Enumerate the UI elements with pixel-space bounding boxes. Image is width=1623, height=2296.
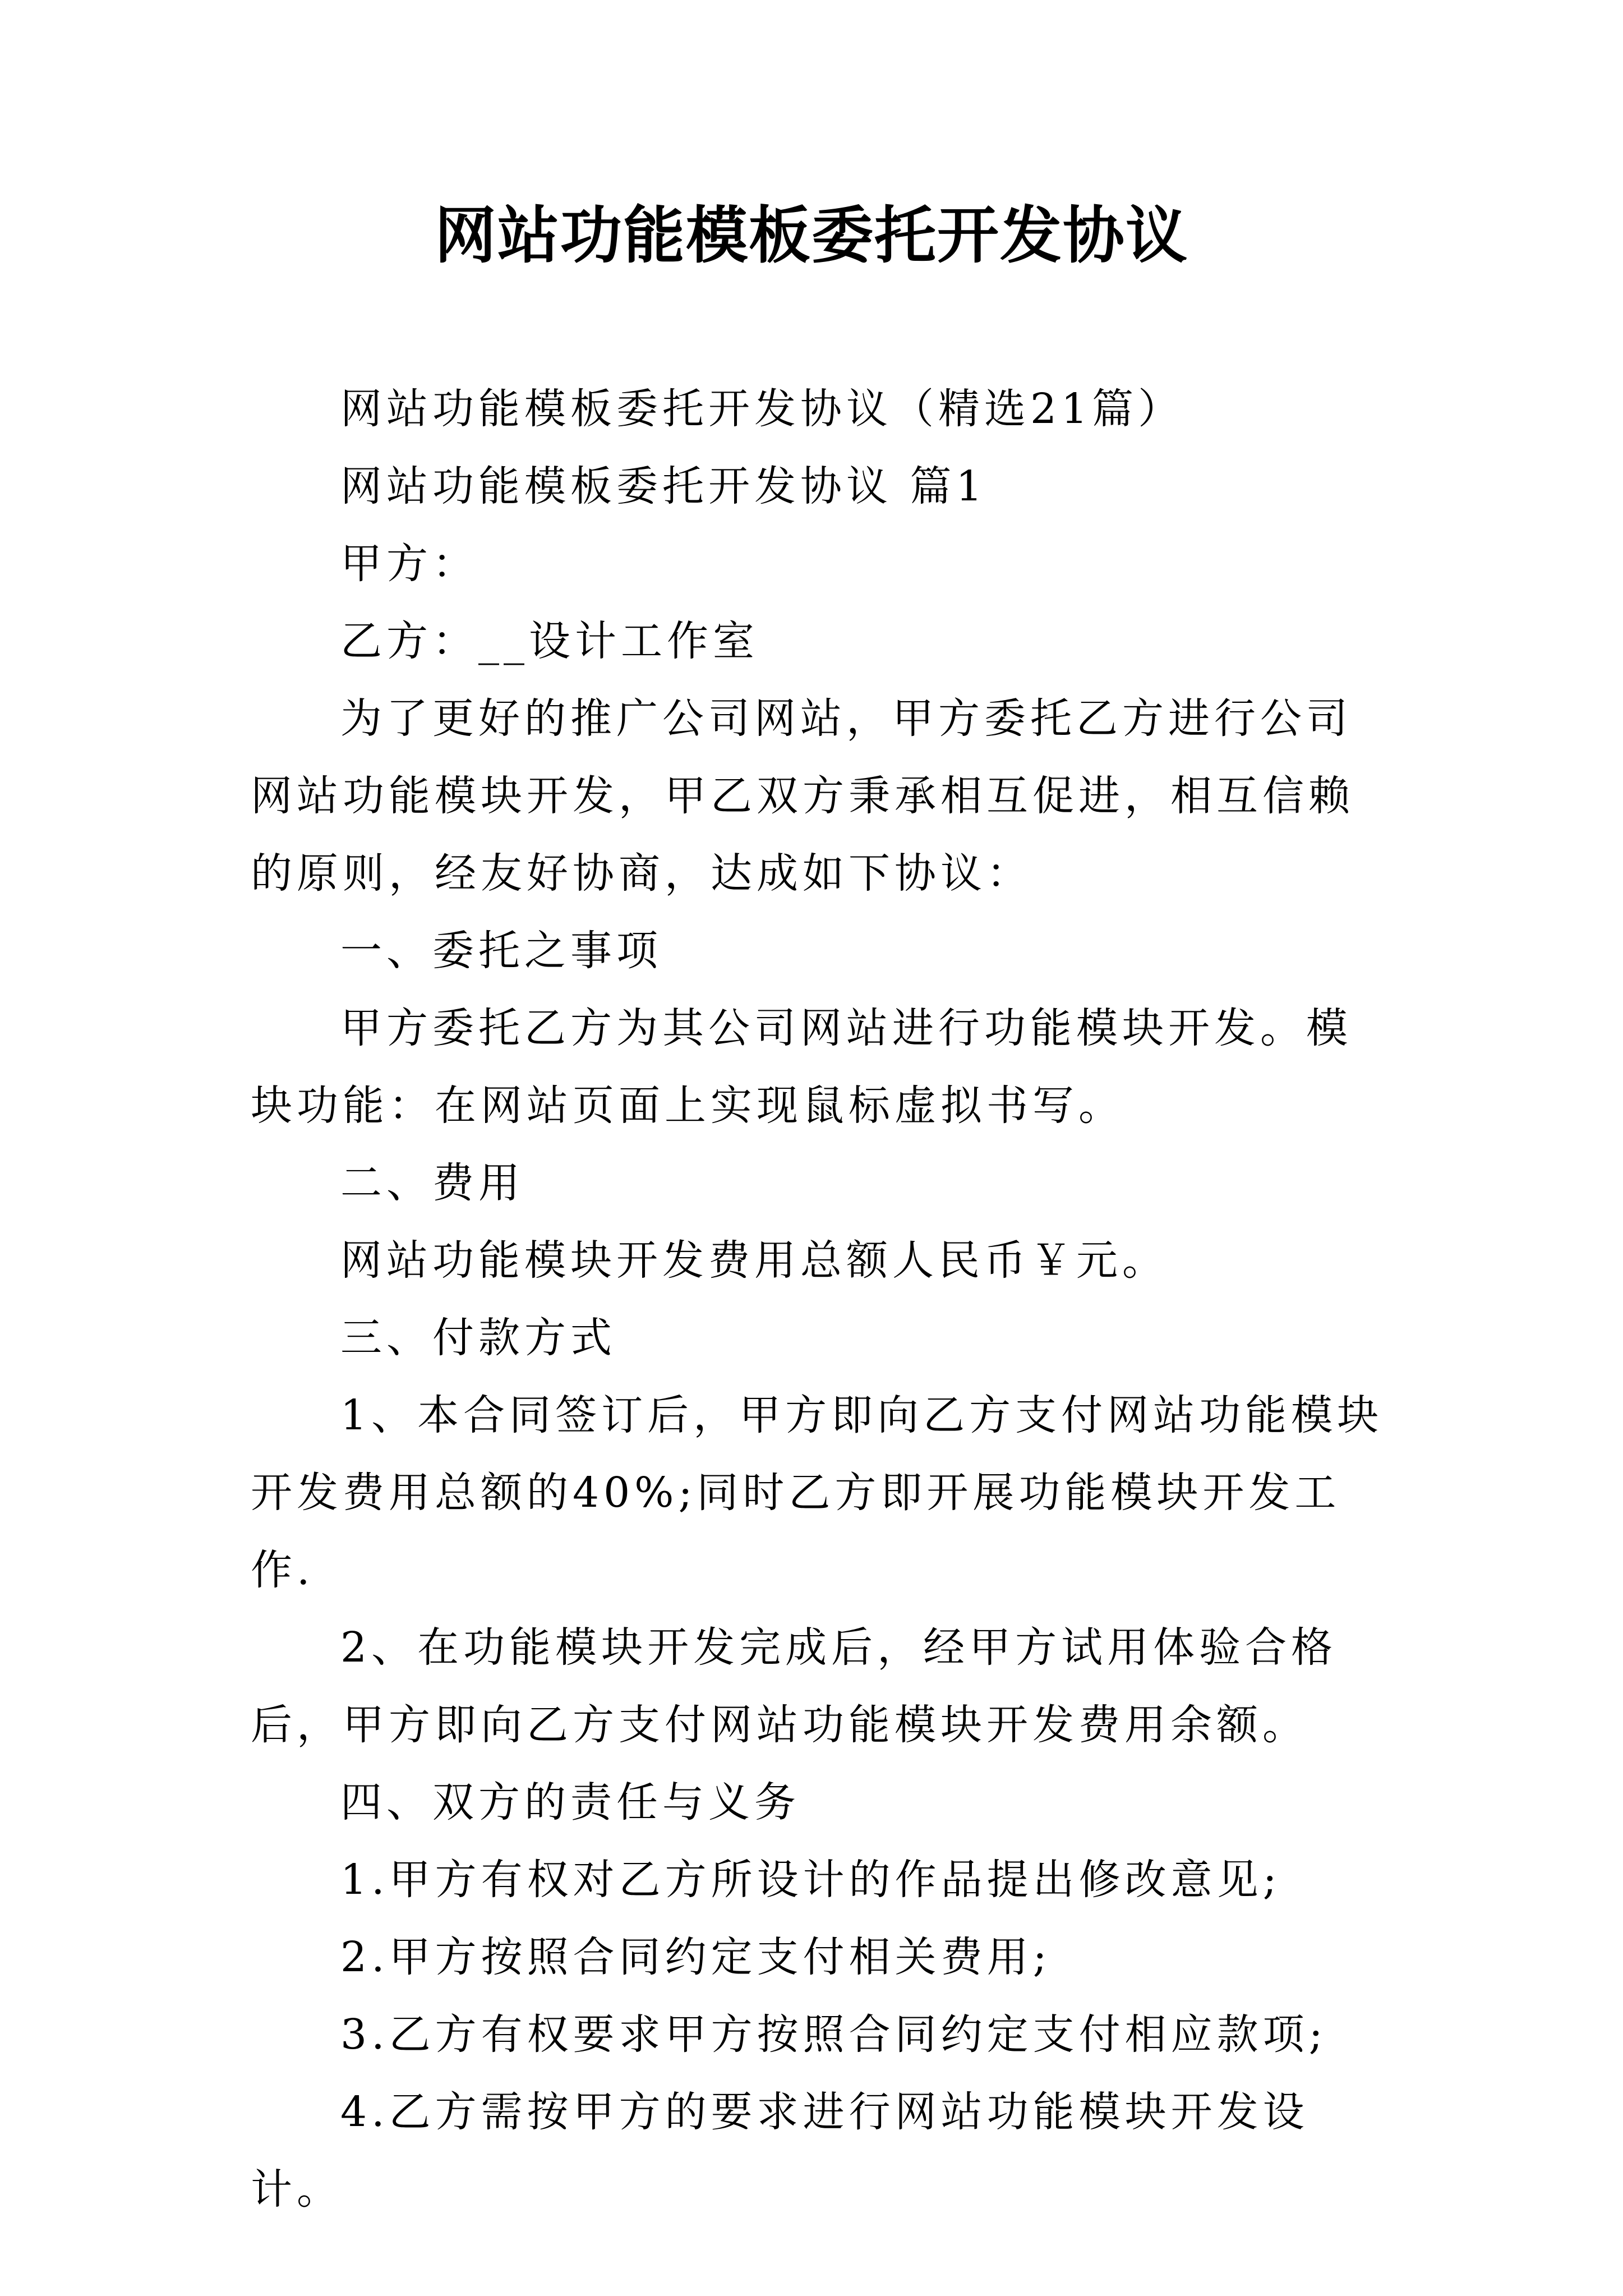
clause-paragraph: 2、在功能模块开发完成后，经甲方试用体验合格后，甲方即向乙方支付网站功能模块开发费用余额。 [251,1623,1338,1749]
party-a-line: 甲方： [340,540,478,588]
document-title: 网站功能模板委托开发协议 [435,200,1188,272]
list-item: 4.乙方需按甲方的要求进行网站功能模块开发设计。 [251,2088,1309,2214]
clause-paragraph: 甲方委托乙方为其公司网站进行功能模块开发。模块功能：在网站页面上实现鼠标虚拟书写。 [251,1004,1352,1130]
clause-heading-1: 一、委托之事项 [340,927,662,975]
clause-paragraph: 1、本合同签订后，甲方即向乙方支付网站功能模块开发费用总额的40%;同时乙方即开展功能模块开发工作. [251,1391,1384,1594]
intro-paragraph: 为了更好的推广公司网站，甲方委托乙方进行公司网站功能模块开发，甲乙双方秉承相互促进，相互信赖的原则，经友好协商，达成如下协议： [251,694,1354,898]
document-body [251,370,1395,2228]
clause-heading-3: 三、付款方式 [340,1314,616,1362]
list-item: 3.乙方有权要求甲方按照合同约定支付相应款项; [340,2010,1327,2059]
list-item: 1.甲方有权对乙方所设计的作品提出修改意见; [340,1856,1281,1904]
list-item: 2.甲方按照合同约定支付相关费用; [340,1933,1052,1981]
clause-heading-4: 四、双方的责任与义务 [340,1778,800,1826]
section-heading: 网站功能模板委托开发协议 篇1 [340,462,987,510]
clause-paragraph: 网站功能模块开发费用总额人民币￥元。 [340,1236,1168,1285]
clause-heading-2: 二、费用 [340,1159,524,1207]
subtitle-paragraph: 网站功能模板委托开发协议（精选21篇） [340,385,1184,433]
party-b-line: 乙方：__设计工作室 [340,617,759,665]
